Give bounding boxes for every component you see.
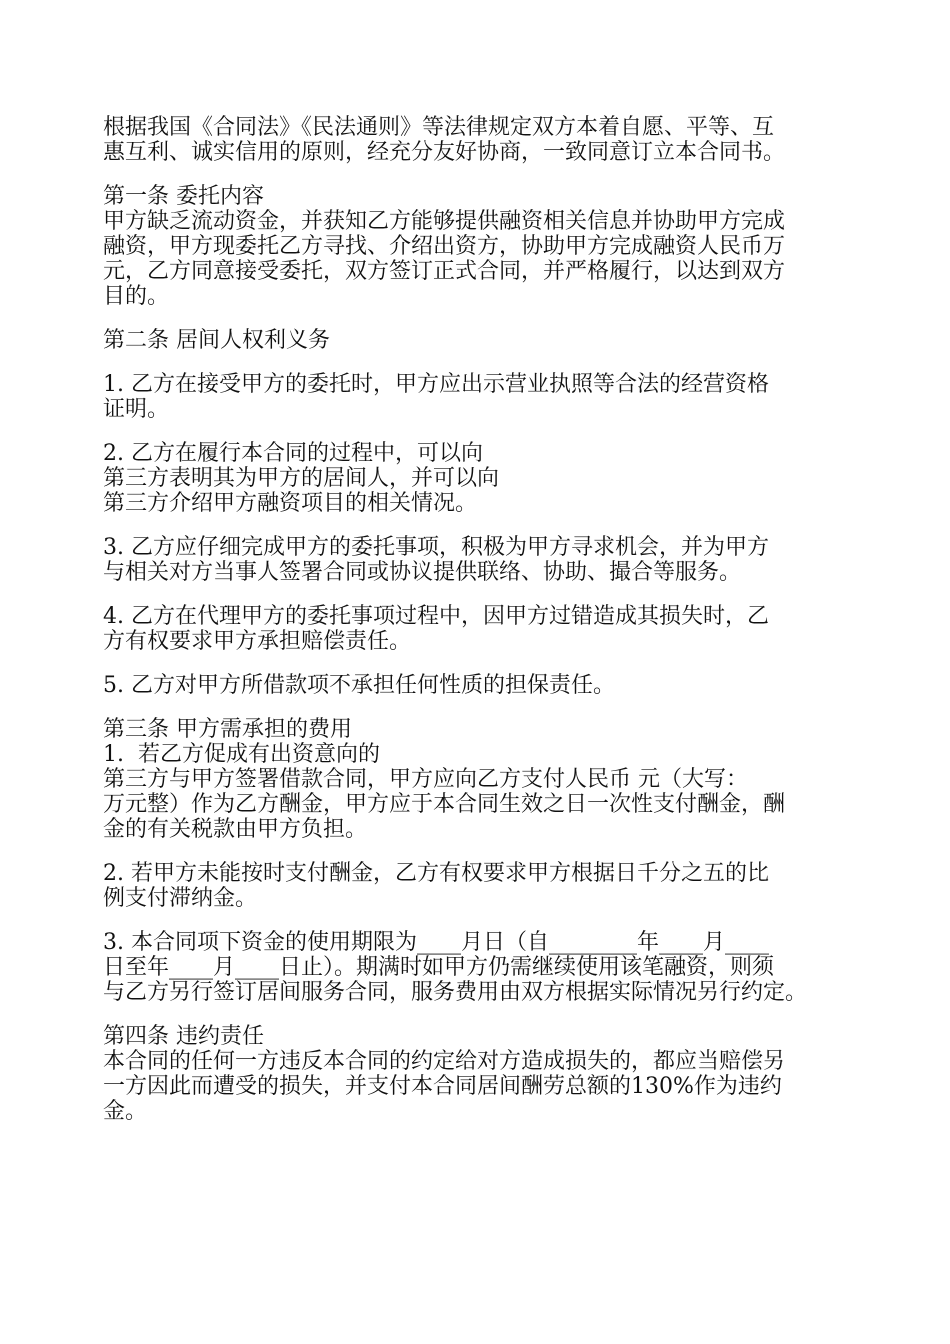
text-line: 万元整）作为乙方酬金，甲方应于本合同生效之日一次性支付酬金，酬 bbox=[103, 792, 786, 817]
text-line: 融资，甲方现委托乙方寻找、介绍出资方，协助甲方完成融资人民币万 bbox=[103, 234, 786, 259]
text-line: 例支付滞纳金。 bbox=[103, 886, 258, 911]
text-line: 与相关对方当事人签署合同或协议提供联络、协助、撮合等服务。 bbox=[103, 560, 742, 585]
text-line: 一方因此而遭受的损失，并支付本合同居间酬劳总额的130%作为违约 bbox=[103, 1074, 782, 1099]
text-line: 与乙方另行签订居间服务合同，服务费用由双方根据实际情况另行约定。 bbox=[103, 980, 808, 1005]
text-line: 第一条 委托内容 bbox=[103, 184, 264, 209]
paragraph-gap bbox=[103, 842, 863, 861]
text-line: 金的有关税款由甲方负担。 bbox=[103, 817, 368, 842]
text-line: 元，乙方同意接受委托，双方签订正式合同，并严格履行，以达到双方 bbox=[103, 259, 786, 284]
text-line: 3. 本合同项下资金的使用期限为____月日（自________年____月____ bbox=[103, 930, 769, 955]
text-line: 第四条 违约责任 bbox=[103, 1024, 264, 1049]
paragraph-gap bbox=[103, 1005, 863, 1024]
paragraph bbox=[103, 184, 863, 309]
contract-document bbox=[103, 115, 863, 1124]
paragraph bbox=[103, 115, 863, 165]
paragraph bbox=[103, 1024, 863, 1124]
text-line: 金。 bbox=[103, 1099, 148, 1124]
paragraph bbox=[103, 372, 863, 422]
paragraph bbox=[103, 717, 863, 842]
text-line: 4. 乙方在代理甲方的委托事项过程中，因甲方过错造成其损失时，乙 bbox=[103, 604, 769, 629]
paragraph bbox=[103, 328, 863, 353]
paragraph bbox=[103, 441, 863, 516]
text-line: 3. 乙方应仔细完成甲方的委托事项，积极为甲方寻求机会，并为甲方 bbox=[103, 535, 769, 560]
paragraph bbox=[103, 930, 863, 1005]
text-line: 2. 若甲方未能按时支付酬金，乙方有权要求甲方根据日千分之五的比 bbox=[103, 861, 769, 886]
text-line: 本合同的任何一方违反本合同的约定给对方造成损失的，都应当赔偿另 bbox=[103, 1049, 786, 1074]
paragraph-gap bbox=[103, 353, 863, 372]
paragraph-gap bbox=[103, 165, 863, 184]
text-line: 目的。 bbox=[103, 284, 170, 309]
text-line: 2. 乙方在履行本合同的过程中，可以向 bbox=[103, 441, 483, 466]
paragraph bbox=[103, 673, 863, 698]
paragraph-gap bbox=[103, 516, 863, 535]
text-line: 惠互利、诚实信用的原则，经充分友好协商，一致同意订立本合同书。 bbox=[103, 140, 786, 165]
paragraph-gap bbox=[103, 654, 863, 673]
text-line: 第二条 居间人权利义务 bbox=[103, 328, 330, 353]
text-line: 根据我国《合同法》《民法通则》等法律规定双方本着自愿、平等、互 bbox=[103, 115, 775, 140]
text-line: 第三方表明其为甲方的居间人，并可以向 bbox=[103, 466, 500, 491]
text-line: 第三方与甲方签署借款合同，甲方应向乙方支付人民币 元（大写： bbox=[103, 767, 748, 792]
text-line: 1. 乙方在接受甲方的委托时，甲方应出示营业执照等合法的经营资格 bbox=[103, 372, 769, 397]
text-line: 第三方介绍甲方融资项目的相关情况。 bbox=[103, 491, 478, 516]
paragraph bbox=[103, 861, 863, 911]
text-line: 第三条 甲方需承担的费用 bbox=[103, 717, 352, 742]
text-line: 1. 若乙方促成有出资意向的 bbox=[103, 742, 380, 767]
paragraph bbox=[103, 604, 863, 654]
paragraph bbox=[103, 535, 863, 585]
paragraph-gap bbox=[103, 585, 863, 604]
paragraph-gap bbox=[103, 309, 863, 328]
paragraph-gap bbox=[103, 911, 863, 930]
text-line: 证明。 bbox=[103, 397, 170, 422]
paragraph-gap bbox=[103, 422, 863, 441]
text-line: 方有权要求甲方承担赔偿责任。 bbox=[103, 629, 412, 654]
text-line: 甲方缺乏流动资金，并获知乙方能够提供融资相关信息并协助甲方完成 bbox=[103, 209, 786, 234]
paragraph-gap bbox=[103, 698, 863, 717]
text-line: 日至年____月____日止）。期满时如甲方仍需继续使用该笔融资，则须 bbox=[103, 955, 775, 980]
text-line: 5. 乙方对甲方所借款项不承担任何性质的担保责任。 bbox=[103, 673, 615, 698]
